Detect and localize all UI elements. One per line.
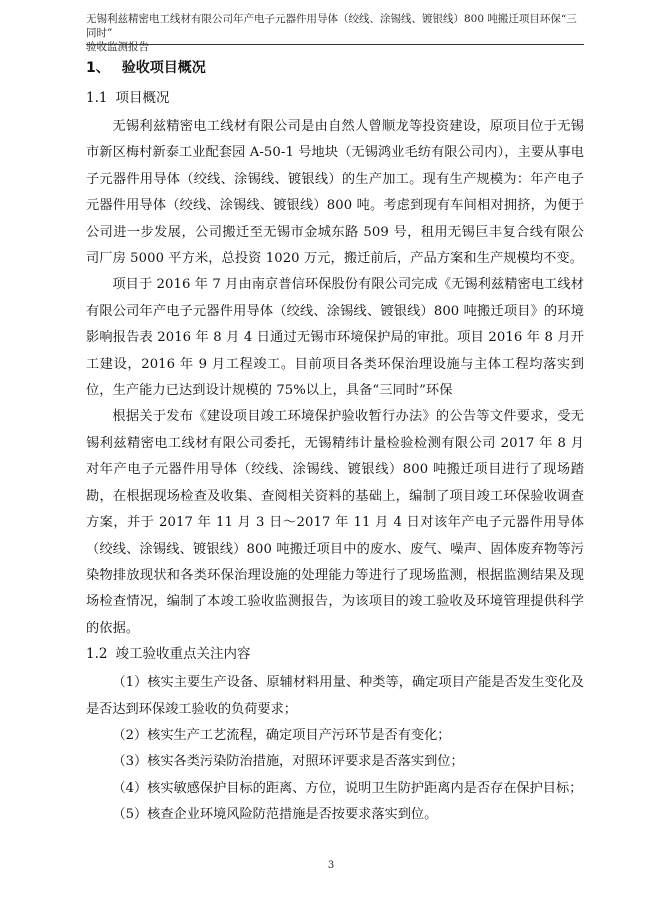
list-item: （4）核实敏感保护目标的距离、方位，说明卫生防护距离内是否存在保护目标； xyxy=(112,780,583,796)
subsection-title: 项目概况 xyxy=(115,90,170,106)
subsection-heading-1-2 xyxy=(86,644,584,664)
list-item: （1）核实主要生产设备、原辅材料用量、种类等，确定项目产能是否发生变化及是否达到环保竣工验收的负荷要求； xyxy=(86,675,584,717)
paragraph: 项目于 2016 年 7 月由南京普信环保股份有限公司完成《无锡利兹精密电工线材有限公司年产电子元器件用导体（绞线、涂锡线、镀银线）800 吨搬迁项目》的环境影响报告表 2016 年 8 月 4 日通过无锡市环境保护局的审批。项目 2016 年 8 月开工建设，2016 年 9 月工程竣工。目前项目各类环保治理设施与主体工程均落实到位，生产能力已达到设计规模的 75%以上，具备“三同时”环保 xyxy=(86,277,584,399)
list-item: （3）核实各类污染防治措施，对照环评要求是否落实到位； xyxy=(112,754,464,770)
subsection-number: 1.2 xyxy=(86,646,108,663)
subsection-number: 1.1 xyxy=(86,90,108,106)
section-title: 验收项目概况 xyxy=(121,60,206,76)
section-heading-1 xyxy=(86,58,584,78)
header-divider xyxy=(86,44,584,45)
list-item: （5）核查企业环境风险防范措施是否按要求落实到位。 xyxy=(112,807,438,823)
page-header xyxy=(86,12,586,54)
header-title-line2: 验收监测报告 xyxy=(86,41,149,53)
list-item: （2）核实生产工艺流程，确定项目产污环节是否有变化； xyxy=(112,727,451,743)
page-body xyxy=(86,58,584,829)
section-number: 1、 xyxy=(86,60,110,76)
paragraph: 无锡利兹精密电工线材有限公司是由自然人曾顺龙等投资建设，原项目位于无锡市新区梅村新泰工业配套园 A-50-1 号地块（无锡鸿业毛纺有限公司内），主要从事电子元器件用导体（绞线、涂锡线、镀银线）的生产加工。现有生产规模为：年产电子元器件用导体（绞线、涂锡线、镀银线）800 吨。考虑到现有车间相对拥挤，为便于公司进一步发展，公司搬迁至无锡市金城东路 509 号，租用无锡巨丰复合线有限公司厂房 5000 平方米，总投资 1020 万元，搬迁前后，产品方案和生产规模均不变。 xyxy=(86,119,584,267)
header-title-line1: 无锡利兹精密电工线材有限公司年产电子元器件用导体（绞线、涂锡线、镀银线）800 吨搬迁项目环保“三同时” xyxy=(86,13,577,39)
subsection-heading-1-1 xyxy=(86,88,584,108)
page-number: 3 xyxy=(327,860,335,871)
paragraph: 根据关于发布《建设项目竣工环境保护验收暂行办法》的公告等文件要求，受无锡利兹精密电工线材有限公司委托，无锡精纬计量检验检测有限公司 2017 年 8 月对年产电子元器件用导体（绞线、涂锡线、镀银线）800 吨搬迁项目进行了现场踏勘，在根据现场检查及收集、查阅相关资料的基础上，编制了项目竣工环保验收调查方案，并于 2017 年 11 月 3 日～2017 年 11 月 4 日对该年产电子元器件用导体（绞线、涂锡线、镀银线）800 吨搬迁项目中的废水、废气、噪声、固体废弃物等污染物排放现状和各类环保治理设施的处理能力等进行了现场监测，根据监测结果及现场检查情况，编制了本竣工验收监测报告，为该项目的竣工验收及环境管理提供科学的依据。 xyxy=(86,409,584,636)
subsection-title: 竣工验收重点关注内容 xyxy=(115,646,251,663)
